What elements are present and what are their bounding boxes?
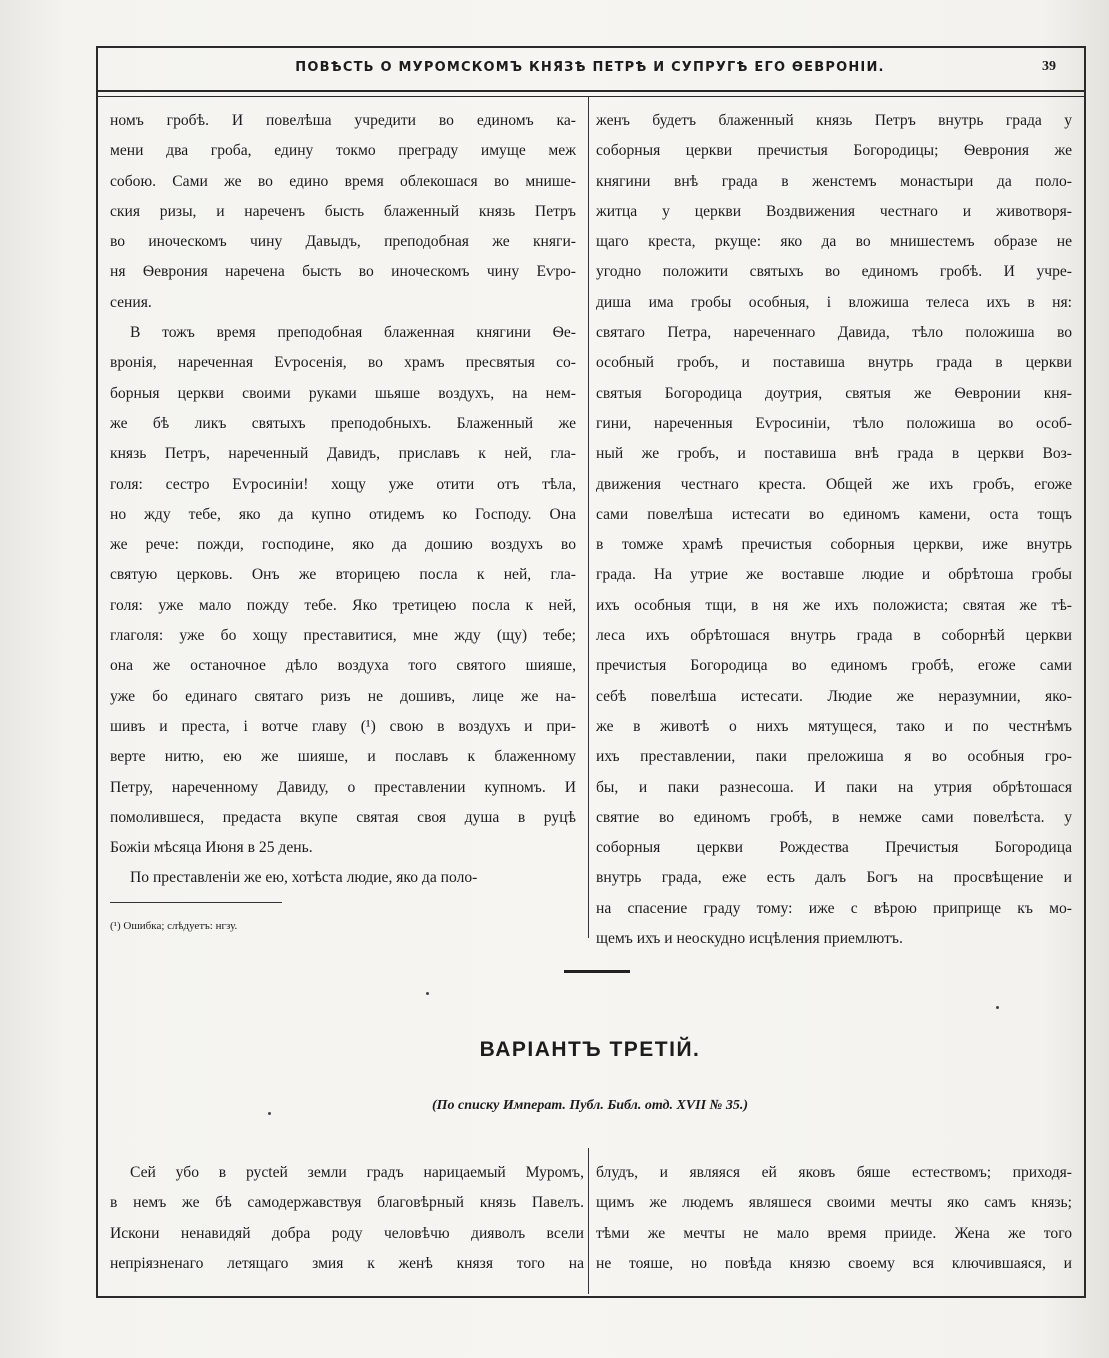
text-line: сения. (110, 293, 152, 311)
text-line: ный же гробъ, и поставиша внѣ града в церкви Воз- (596, 445, 1072, 463)
section-title: ВАРІАНТЪ ТРЕТІЙ. (479, 1038, 701, 1061)
header-title: ПОВѢСТЬ О МУРОМСКОМЪ КНЯЗѢ ПЕТРѢ И СУПРУГѢ ЕГО ѲЕВРОНІИ. (295, 60, 885, 75)
text-line: сами повелѣша истесати во единомъ камени, оста тощъ (596, 505, 1072, 523)
text-line: не тояше, но повѣда князю своему вся ключившаяся, и (596, 1254, 1072, 1272)
text-line: князь Петръ, нареченный Давидъ, приславъ к ней, гла- (110, 445, 576, 463)
text-line: борныя церкви своими руками шьяше воздухъ, на нем- (110, 384, 576, 402)
text-line: голя: сестро Еѵросиніи! хощу уже отити отъ тѣла, (110, 475, 576, 493)
right-column-lower (596, 1158, 1072, 1279)
text-line: собою. Сами же во едино время облекошася во мнише- (110, 172, 576, 190)
text-line: тѣми же мечты не мало время прииде. Жена же того (596, 1224, 1072, 1242)
text-line: княгини внѣ града в женстемъ монастыри да поло- (596, 172, 1072, 190)
text-line: глаголя: уже бо хощу преставитися, мне жду (щу) тебе; (110, 627, 576, 645)
header-rule (96, 90, 1084, 97)
text-line: себѣ повелѣша истесати. Людие же неразумнии, яко- (596, 687, 1072, 705)
text-line: ня Ѳеврония наречена бысть во иноческомъ чину Еѵро- (110, 263, 576, 281)
text-line: пречистыя Богородица во единомъ гробѣ, егоже сами (596, 657, 1072, 675)
text-line: вронія, нареченная Еѵросенія, во храмъ пресвятыя со- (110, 354, 576, 372)
text-line: в немъ же бѣ самодержавствуя благовѣрный князь Павелъ. (110, 1194, 584, 1212)
text-line: блудъ, и являяся ей яковъ бяше естествомъ; приходя- (596, 1164, 1072, 1181)
text-line: движения честнаго креста. Общей же ихъ гробъ, егоже (596, 475, 1072, 493)
text-line: но жду тебе, яко да купно отидемъ ко Господу. Она (110, 505, 576, 523)
text-line: ихъ преставлении, паки преложиша я во особныя гро- (596, 748, 1072, 766)
text-line: диша има гробы особныя, і вложиша телеса ихъ в ня: (596, 293, 1072, 311)
text-line: Божіи мѣсяца Июня в 25 день. (110, 839, 313, 857)
text-line: угодно положити святыхъ во единомъ гробѣ. И учре- (596, 263, 1072, 281)
text-line: она же останочное дѣло воздуха того святого шияше, (110, 657, 576, 675)
text-line: соборныя церкви Рождества Пречистыя Богородица (596, 839, 1072, 857)
text-line: святыя Богородица доутрия, святыя же Ѳевронии кня- (596, 384, 1072, 402)
text-line: же бѣ ликъ святыхъ преподобныхъ. Блаженный же (110, 414, 576, 432)
text-line: щемъ ихъ и неоскудно исцѣления приемлютъ. (596, 930, 903, 948)
text-line: непріязненаго летящаго змия к женѣ князя того на (110, 1254, 584, 1272)
text-line: внутрь града, еже есть далъ Богъ на просвѣщение и (596, 869, 1072, 887)
text-line: щаго креста, ркуще: яко да во мнишестемъ образе не (596, 233, 1072, 251)
text-line: ихъ особныя тщи, в ня же ихъ положиста; святая же тѣ- (596, 596, 1072, 614)
left-column (110, 106, 576, 894)
footnote-rule (110, 902, 282, 903)
source-note: (По списку Импеpат. Публ. Библ. отд. XVII № 35.) (431, 1098, 749, 1113)
text-line: гини, нареченныя Еѵросиніи, тѣло положиша во особ- (596, 414, 1072, 432)
text-line: Искони ненавидяй добра роду человѣчю дияволъ всели (110, 1224, 584, 1242)
text-line: особный гробъ, и поставиша внутрь града в церкви (596, 354, 1072, 372)
text-line: верте нитю, ею же шияше, и пославъ к блаженному (110, 748, 576, 766)
text-line: святие во единомъ гробѣ, в немже сами повелѣста. у (596, 808, 1072, 826)
text-line: же в животѣ о нихъ мятущеся, тако и по честнѣмъ (596, 717, 1072, 735)
column-divider (588, 96, 589, 938)
text-line: шивъ и преста, і вотче главу (¹) свою в воздухъ и при- (110, 717, 576, 735)
text-line: соборныя церкви пречистыя Богородицы; Ѳеврония же (596, 142, 1072, 160)
print-speck (996, 1006, 999, 1009)
text-line: номъ гробѣ. И повелѣша учредити во единомъ ка- (110, 112, 576, 129)
text-line: В тожъ время преподобная блаженная княгини Ѳе- (130, 324, 576, 342)
text-line: ския ризы, и нареченъ бысть блаженный князь Петръ (110, 202, 576, 220)
text-line: во иноческомъ чину Давыдъ, преподобная же княги- (110, 233, 576, 251)
footnote: (¹) Ошибка; слѣдуетъ: нгзу. (110, 920, 238, 932)
text-line: По преставленіи же ею, хотѣста людие, яко да поло- (130, 869, 478, 887)
text-line: Петру, нареченному Давиду, о преставлении купномъ. И (110, 778, 576, 796)
text-line: житца у церкви Воздвижения честнаго и животворя- (596, 202, 1072, 220)
text-line: в томже храмѣ пречистыя соборныя церкви, иже внутрь (596, 536, 1072, 554)
text-line: же рече: пожди, господине, яко да дошию воздухъ во (110, 536, 576, 554)
print-speck (426, 992, 429, 995)
text-line: помолившеся, предаста вкупе святая своя душа в руцѣ (110, 808, 576, 826)
text-line: щимъ же людемъ являшеся своими мечты яко самъ князь; (596, 1194, 1072, 1212)
text-line: Сей убо в русtей земли градъ нарицаемый Муромъ, (130, 1164, 584, 1181)
right-column (596, 106, 1072, 954)
column-divider-lower (588, 1148, 589, 1294)
text-line: леса ихъ обрѣтошася внутрь града в соборнѣй церкви (596, 627, 1072, 645)
text-line: женъ будетъ блаженный князь Петръ внутрь града у (596, 112, 1072, 129)
text-line: уже бо единаго святаго ризъ не дошивъ, лице же на- (110, 687, 576, 705)
text-line: мени два гроба, едину токмо преграду имуще меж (110, 142, 576, 160)
print-speck (268, 1112, 271, 1115)
text-line: на спасение граду тому: иже с вѣрою приприще къ мо- (596, 899, 1072, 917)
left-column-lower (110, 1158, 584, 1279)
section-separator (564, 970, 630, 973)
text-line: бы, и паки разнесоша. И паки на утрия обрѣтошася (596, 778, 1072, 796)
page-number: 39 (1042, 59, 1056, 74)
text-line: святаго Петра, нареченнаго Давида, тѣло положиша во (596, 324, 1072, 342)
running-header (96, 56, 1084, 90)
text-line: града. На утрие же воставше людие и обрѣтоша гробы (596, 566, 1072, 584)
text-line: святую церковь. Онъ же вторицею посла к ней, гла- (110, 566, 576, 584)
text-line: голя: уже мало пожду тебе. Яко третицею посла к ней, (110, 596, 576, 614)
